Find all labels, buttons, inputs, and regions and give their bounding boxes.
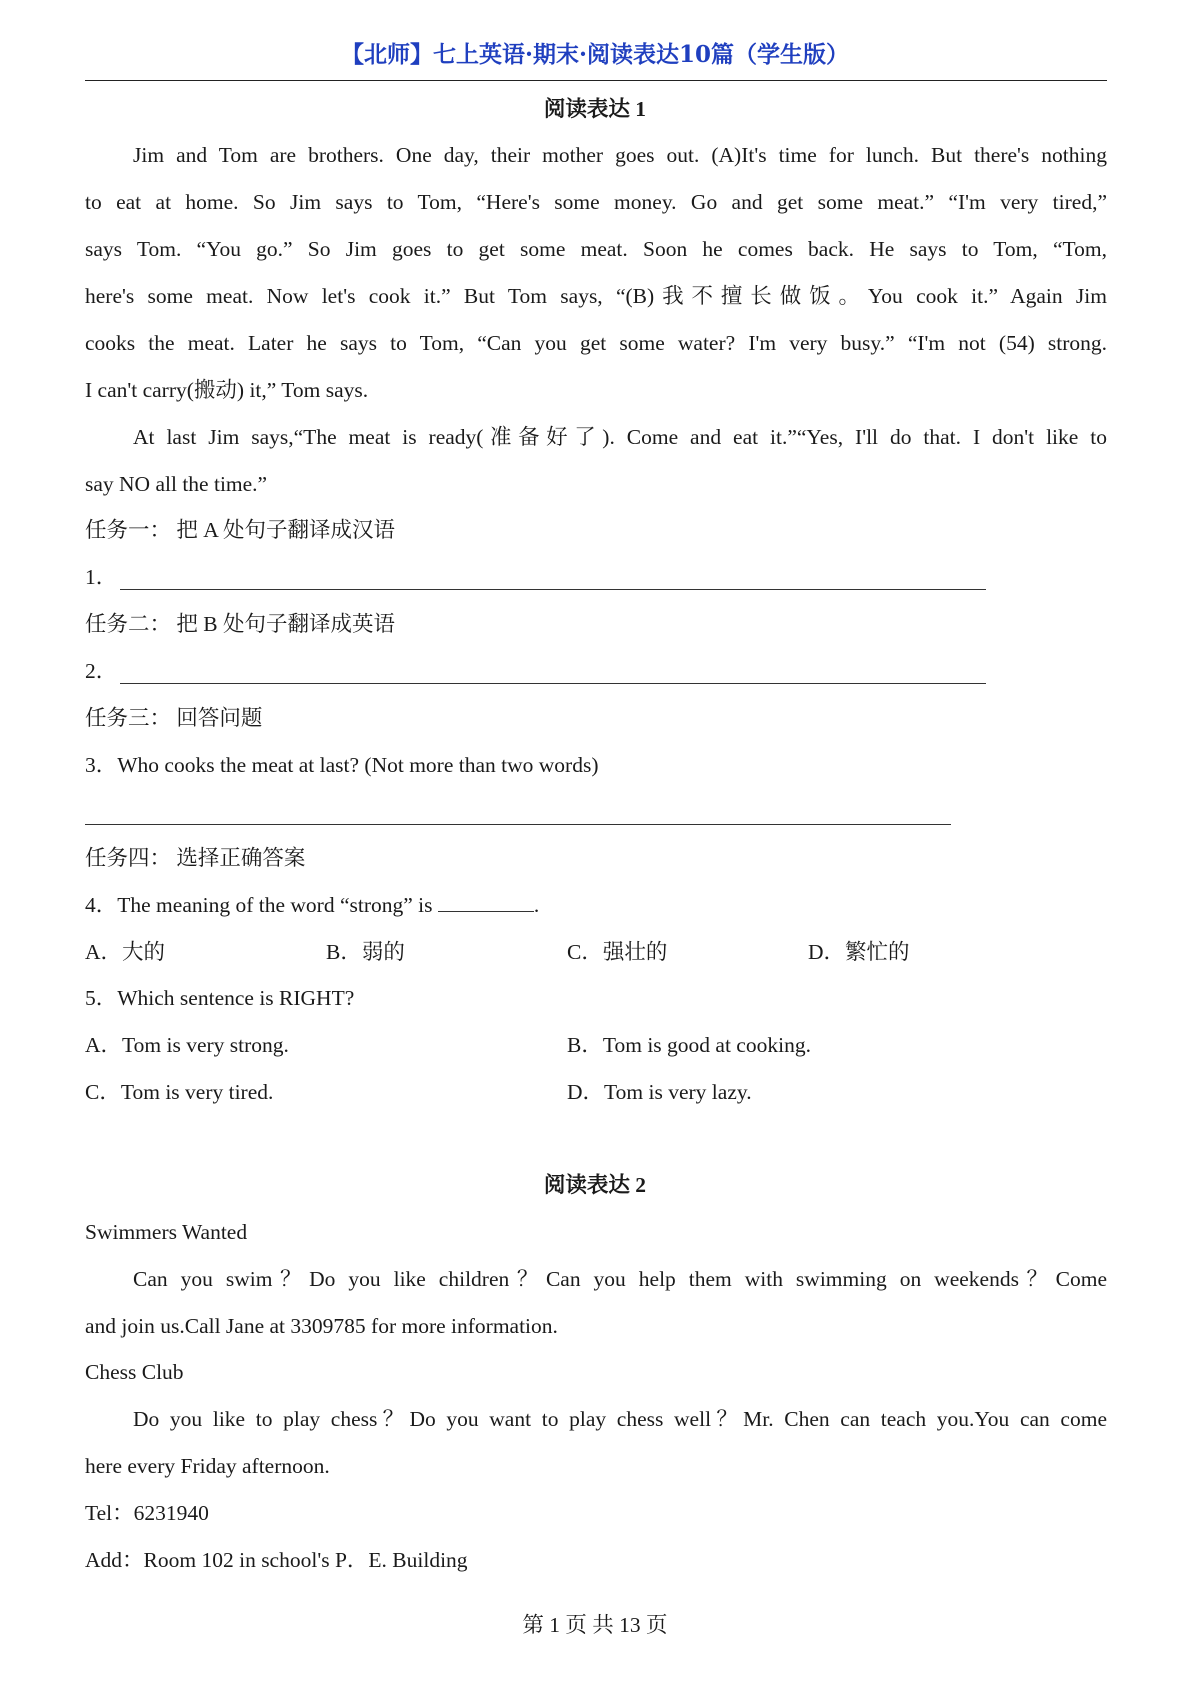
passage-line: to eat at home. So Jim says to Tom, “Here's some money. Go and get some meat.” “I'm very tired,” [85,190,1107,214]
passage-line: At last Jim says,“The meat is ready(准备好了). Come and eat it.”“Yes, I'll do that. I don't like to [133,425,1107,449]
task-1-label: 任务一： 把 A 处句子翻译成汉语 [85,518,395,542]
ad-2-title: Chess Club [85,1360,184,1384]
q5-option-a[interactable]: A．Tom is very strong. [85,1033,289,1057]
ad-2-tel: Tel：6231940 [85,1501,209,1525]
section-1-heading: 阅读表达 1 [543,97,647,121]
question-3: 3．Who cooks the meat at last? (Not more than two words) [85,753,599,777]
ad-1-line: Can you swim？Do you like children？Can you help them with swimming on weekends？Come [133,1267,1107,1291]
q5-option-d[interactable]: D．Tom is very lazy. [567,1080,752,1104]
task-4-label: 任务四： 选择正确答案 [85,846,306,870]
question-4-blank[interactable] [438,893,534,912]
ad-2-line: Do you like to play chess？Do you want to play chess well？Mr. Chen can teach you.You can come [133,1407,1107,1431]
q5-option-c[interactable]: C．Tom is very tired. [85,1080,274,1104]
answer-line-3[interactable] [85,824,951,825]
page-number-footer: 第 1 页 共 13 页 [522,1613,668,1637]
passage-line: say NO all the time.” [85,472,268,496]
question-2-number: 2． [85,659,118,683]
answer-line-2[interactable] [120,683,986,684]
q4-option-c[interactable]: C．强壮的 [567,940,668,964]
header-divider [85,80,1107,81]
q4-option-d[interactable]: D．繁忙的 [808,940,910,964]
q4-option-b[interactable]: B．弱的 [326,940,405,964]
document-header-title: 【北师】七上英语·期末·阅读表达10篇（学生版） [340,41,850,68]
passage-line: I can't carry(搬动) it,” Tom says. [85,378,369,402]
task-2-label: 任务二： 把 B 处句子翻译成英语 [85,612,395,636]
passage-line: says Tom. “You go.” So Jim goes to get some meat. Soon he comes back. He says to Tom, “Tom, [85,237,1107,261]
task-3-label: 任务三： 回答问题 [85,706,263,730]
q4-option-a[interactable]: A．大的 [85,940,166,964]
ad-1-title: Swimmers Wanted [85,1220,248,1244]
question-4-text: 4．The meaning of the word “strong” is [85,893,438,917]
ad-1-line: and join us.Call Jane at 3309785 for more information. [85,1314,558,1338]
question-5: 5．Which sentence is RIGHT? [85,986,355,1010]
question-4 [85,890,539,920]
answer-line-1[interactable] [120,589,986,590]
passage-line: cooks the meat. Later he says to Tom, “Can you get some water? I'm very busy.” “I'm not (54) strong. [85,331,1107,355]
passage-line: here's some meat. Now let's cook it.” But Tom says, “(B)我不擅长做饭。You cook it.” Again Jim [85,284,1107,308]
section-2-heading: 阅读表达 2 [543,1173,647,1197]
passage-line: Jim and Tom are brothers. One day, their mother goes out. (A)It's time for lunch. But there's nothing [133,143,1107,167]
q5-option-b[interactable]: B．Tom is good at cooking. [567,1033,811,1057]
question-4-end: . [533,893,540,917]
question-1-number: 1． [85,565,118,589]
ad-2-address: Add：Room 102 in school's P．E. Building [85,1548,468,1572]
ad-2-line: here every Friday afternoon. [85,1454,330,1478]
